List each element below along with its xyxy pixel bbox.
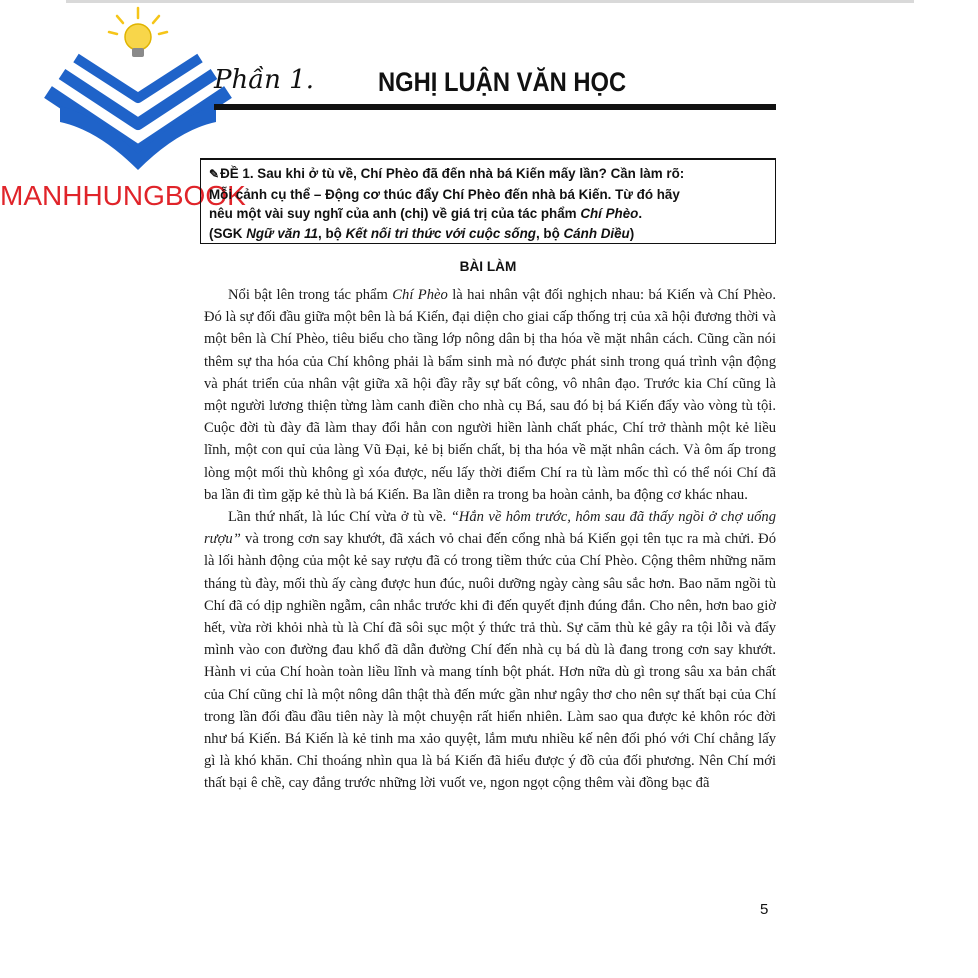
part-label: Phần 1.: [214, 65, 314, 95]
question-label: ĐỀ 1.: [220, 166, 254, 181]
page-number: 5: [760, 901, 769, 918]
lightbulb-icon: [109, 8, 167, 57]
open-book-icon: [40, 4, 240, 174]
answer-body: [204, 284, 776, 795]
paragraph-1: Nổi bật lên trong tác phẩm Chí Phèo là hai nhân vật đối nghịch nhau: bá Kiến và Chí Phèo. Đó là sự đối đầu giữa một bên là bá Kiến, đại diện cho giai cấp thống trị của xã hội đương thời và một bên là Chí Phèo, tiêu biểu cho tầng lớp nông dân bị tha hóa về mặt nhân cách. Cũng cần nói thêm sự tha hóa của Chí không phải là bẩm sinh mà nó được phát sinh trong quá trình vận động và phát triển của nhân vật giữa xã hội đầy rẫy sự bất công, vô nhân đạo. Trước kia Chí cũng là một người lương thiện từng làm canh điền cho nhà cụ Bá, sau đó bị bá Kiến đẩy vào vòng tù tội. Cuộc đời tù đày đã làm thay đổi hẳn con người hiền lành chất phác, Chí trở thành một kẻ liều lĩnh, một con quỉ của làng Vũ Đại, kẻ bị biến chất, bị tha hóa về mặt nhân cách. Và ôm ấp trong lòng một mối thù không gì xóa được, nếu lấy thời điểm Chí ra tù làm mốc thì có thể nói Chí đã ba lần đi tìm gặp kẻ thù là bá Kiến. Ba lần diễn ra trong ba hoàn cảnh, ba động cơ khác nhau.: [204, 287, 776, 503]
question-line-2: Mỗi cảnh cụ thể – Động cơ thúc đẩy Chí Phèo đến nhà bá Kiến. Từ đó hãy: [209, 186, 680, 202]
header-rule: [214, 104, 776, 110]
question-box: [200, 158, 776, 244]
pencil-icon: ✎: [209, 167, 220, 181]
question-source: (SGK Ngữ văn 11, bộ Kết nối tri thức với cuộc sống, bộ Cánh Diều): [209, 225, 635, 241]
question-line-1: ✎ĐỀ 1. Sau khi ở tù về, Chí Phèo đã đến nhà bá Kiến mấy lần? Cần làm rõ:: [209, 164, 769, 185]
part-title: NGHỊ LUẬN VĂN HỌC: [378, 67, 627, 97]
paragraph-2: Lần thứ nhất, là lúc Chí vừa ở tù về. “Hắn về hôm trước, hôm sau đã thấy ngồi ở chợ uống rượu” và trong cơn say khướt, đã xách vỏ chai đến cổng nhà bá Kiến gọi tên tục ra mà chửi. Đó là lối hành động của một kẻ say rượu đã có trong tiềm thức của Chí Phèo. Cộng thêm những năm tháng tù đày, mối thù ấy càng được hun đúc, nuôi dưỡng ngày càng sâu sắc hơn. Bao năm ngồi tù Chí đã có dịp nghiền ngẫm, cân nhắc trước khi đi đến quyết định đúng đắn. Cho nên, hơn bao giờ hết, vừa rời khỏi nhà tù là Chí đã sôi sục một ý thức trả thù. Sự căm thù kẻ gây ra tội lỗi và đẩy mình vào con đường đau khổ đã dẫn đường Chí đến nhà cụ bá dù là đang trong cơn say khướt. Hành vi của Chí hoàn toàn liều lĩnh và mang tính bột phát. Hơn nữa dù gì trong sâu xa bản chất của Chí cũng chỉ là một nông dân thật thà đến mức gần như ngây thơ cho nên sự thất bại của Chí trong lần đối đầu đầu tiên này là một chuyện rất hiển nhiên. Làm sao qua được kẻ khôn róc đời như bá Kiến. Bá Kiến là kẻ tinh ma xảo quyệt, lắm mưu nhiều kế nên đối phó với Chí chẳng lấy gì là khó khăn. Chỉ thoáng nhìn qua là bá Kiến đã hiểu được ý đồ của đối phương. Nên Chí mới thất bại ê chề, cay đắng trước những lời vuốt ve, ngon ngọt cộng thêm vài đồng bạc đã: [204, 509, 777, 792]
brand-name: MANHHUNGBOOK: [0, 180, 246, 211]
answer-heading: BÀI LÀM: [459, 259, 517, 274]
question-line-3: nêu một vài suy nghĩ của anh (chị) về giá trị của tác phẩm Chí Phèo.: [209, 206, 643, 221]
top-rule: [66, 0, 914, 3]
